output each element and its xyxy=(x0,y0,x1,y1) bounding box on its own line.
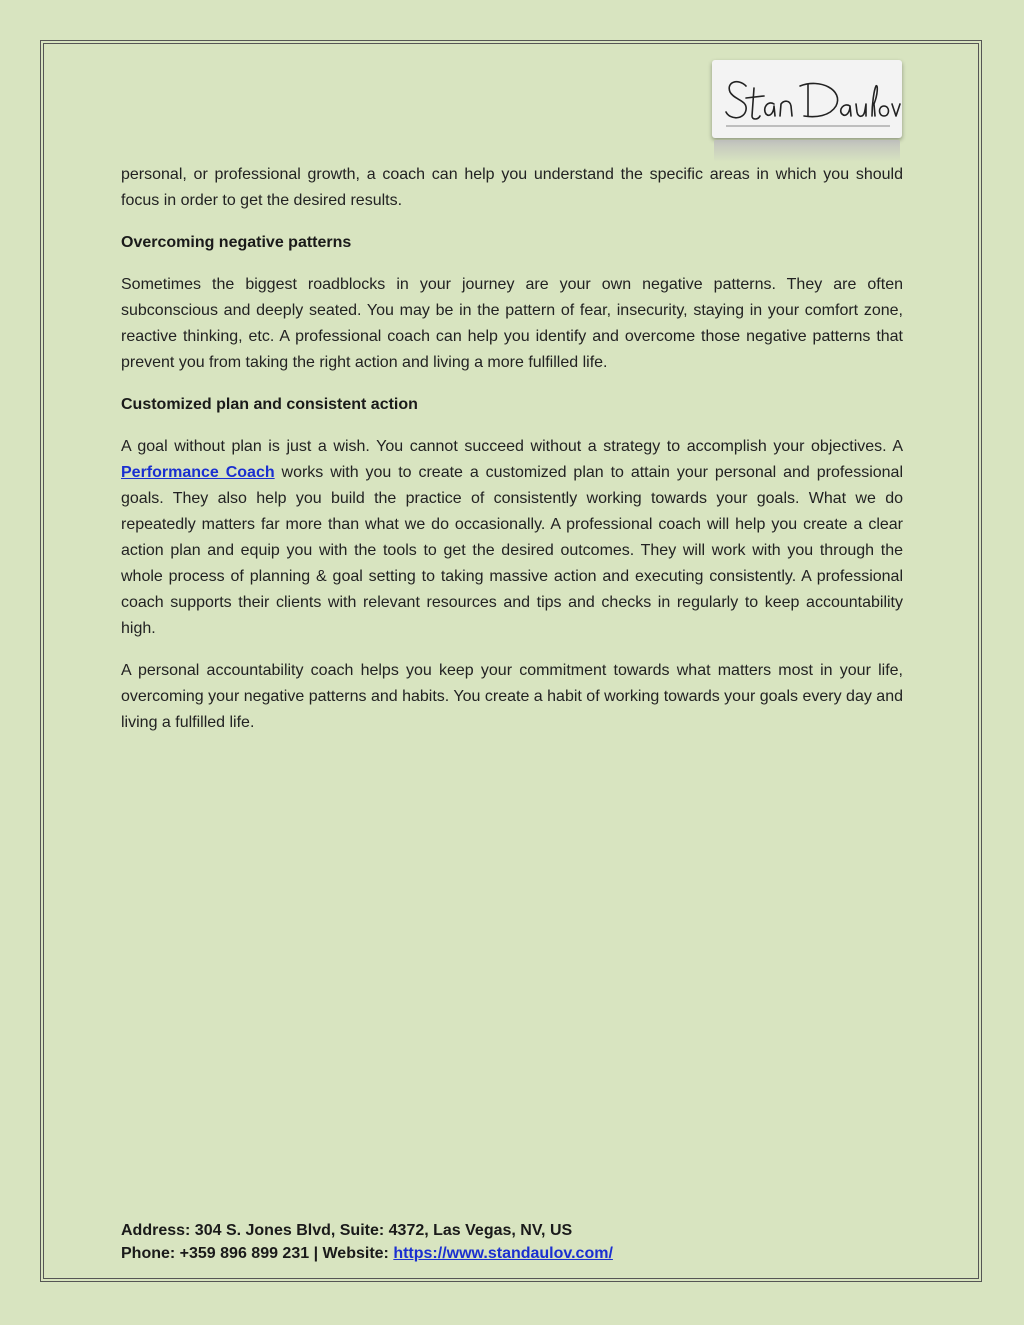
performance-coach-link[interactable]: Performance Coach xyxy=(121,464,275,481)
footer-phone: Phone: +359 896 899 231 | Website: xyxy=(121,1245,394,1262)
footer-address: Address: 304 S. Jones Blvd, Suite: 4372, Las Vegas, NV, US xyxy=(121,1222,573,1239)
signature-logo-graphic xyxy=(712,60,902,138)
footer xyxy=(121,1219,903,1265)
body-text-pre-link: A goal without plan is just a wish. You cannot succeed without a strategy to accomplish your objectives. A xyxy=(121,438,903,455)
logo-reflection xyxy=(714,140,900,162)
closing-paragraph: A personal accountability coach helps you keep your commitment towards what matters most in your life, overcoming your negative patterns and habits. You create a habit of working towards your goals every day and living a fulfilled life. xyxy=(121,662,903,731)
website-link[interactable]: https://www.standaulov.com/ xyxy=(393,1245,613,1262)
section-body-customized-plan xyxy=(121,434,903,642)
body-text-post-link: works with you to create a customized plan to attain your personal and professional goals. They also help you build the practice of consistently working towards your goals. What we do repeatedly matters far more than what we do occasionally. A professional coach will help you create a clear action plan and equip you with the tools to get the desired outcomes. They will work with you through the whole process of planning & goal setting to taking massive action and executing consistently. A professional coach supports their clients with relevant resources and tips and checks in regularly to keep accountability high. xyxy=(121,464,903,637)
intro-paragraph: personal, or professional growth, a coach can help you understand the specific areas in which you should focus in order to get the desired results. xyxy=(121,166,903,209)
section-body-negative-patterns: Sometimes the biggest roadblocks in your journey are your own negative patterns. They are often subconscious and deeply seated. You may be in the pattern of fear, insecurity, staying in your comfort zone, reactive thinking, etc. A professional coach can help you identify and overcome those negative patterns that prevent you from taking the right action and living a more fulfilled life. xyxy=(121,276,903,371)
footer-contact-line xyxy=(121,1242,903,1265)
section-heading-negative-patterns: Overcoming negative patterns xyxy=(121,234,352,251)
section-heading-customized-plan: Customized plan and consistent action xyxy=(121,396,418,413)
standaulov-logo xyxy=(712,60,902,138)
document-body xyxy=(121,162,903,752)
